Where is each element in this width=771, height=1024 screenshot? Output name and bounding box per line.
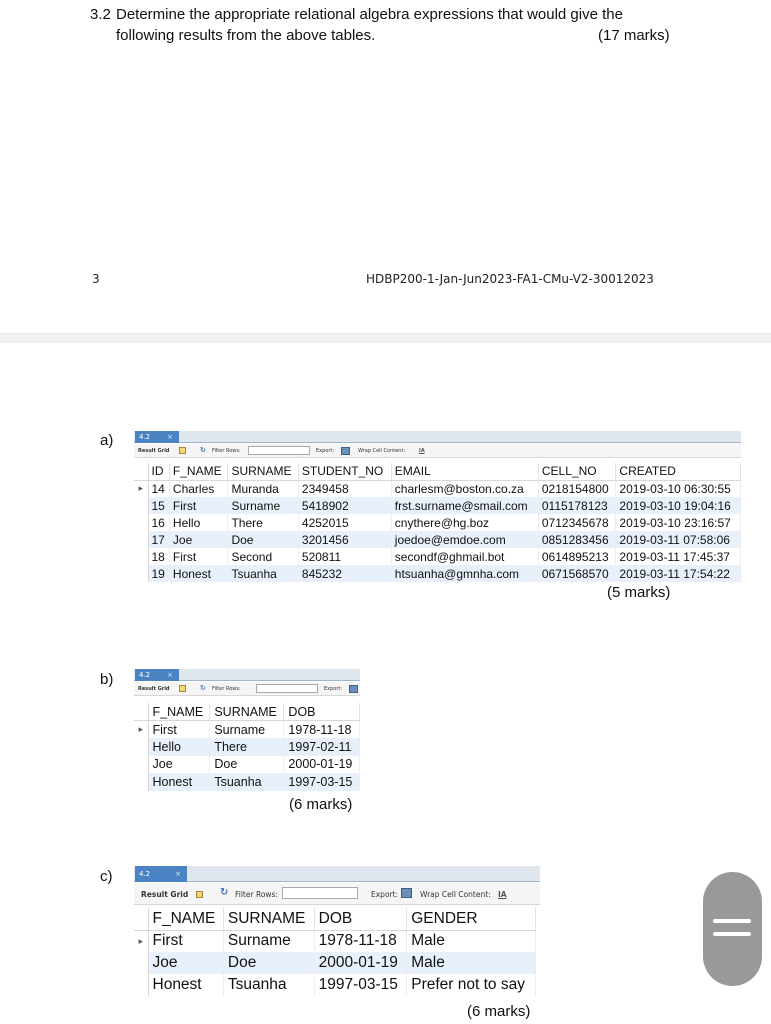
wrap-cell-icon[interactable]: IA — [498, 890, 507, 899]
table-cell[interactable]: 2000-01-19 — [314, 952, 407, 974]
table-cell[interactable]: 1978-11-18 — [314, 930, 407, 952]
row-selector[interactable] — [134, 738, 148, 756]
filter-rows-input[interactable] — [248, 446, 310, 455]
table-cell[interactable]: 2349458 — [298, 480, 391, 497]
export-icon[interactable] — [341, 447, 350, 455]
table-row[interactable] — [134, 738, 360, 756]
table-row[interactable] — [134, 930, 536, 952]
table-cell[interactable]: frst.surname@smail.com — [391, 497, 538, 514]
page-break — [0, 333, 771, 343]
table-row[interactable] — [134, 952, 536, 974]
table-cell[interactable]: 18 — [148, 548, 169, 565]
filter-rows-label: Filter Rows: — [235, 890, 278, 899]
part-c-label: c) — [100, 868, 113, 885]
row-selector[interactable] — [134, 531, 148, 548]
row-selector[interactable] — [134, 497, 148, 514]
export-label: Export: — [324, 686, 343, 692]
part-a-label: a) — [100, 432, 114, 449]
table-cell[interactable]: Tsuanha — [228, 565, 298, 582]
table-row[interactable] — [134, 480, 741, 497]
row-selector[interactable] — [134, 952, 148, 974]
table-cell[interactable]: 0712345678 — [538, 514, 616, 531]
table-cell[interactable]: 14 — [148, 480, 169, 497]
result-tab[interactable]: 4.2 × — [135, 866, 187, 882]
table-cell[interactable]: 2019-03-11 17:54:22 — [616, 565, 741, 582]
table-cell[interactable]: 2019-03-11 17:45:37 — [616, 548, 741, 565]
page-number: 3 — [92, 272, 100, 286]
column-header-id[interactable]: ID — [148, 463, 169, 480]
column-header-email[interactable]: EMAIL — [391, 463, 538, 480]
close-icon[interactable]: × — [167, 433, 173, 441]
table-cell[interactable]: Joe — [148, 952, 223, 974]
question-marks: (17 marks) — [598, 27, 670, 44]
row-selector[interactable] — [134, 548, 148, 565]
table-cell[interactable]: Charles — [169, 480, 228, 497]
export-icon[interactable] — [349, 685, 358, 693]
table-cell[interactable]: 16 — [148, 514, 169, 531]
column-header-student-no[interactable]: STUDENT_NO — [298, 463, 391, 480]
column-header-surname[interactable]: SURNAME — [210, 703, 284, 721]
export-label: Export: — [316, 448, 335, 454]
result-toolbar — [134, 883, 540, 905]
result-tabbar — [134, 866, 540, 882]
table-cell[interactable]: Surname — [223, 930, 314, 952]
table-cell[interactable]: cnythere@hg.boz — [391, 514, 538, 531]
part-b-label: b) — [100, 671, 114, 688]
table-cell[interactable]: 17 — [148, 531, 169, 548]
wrap-cell-icon[interactable]: IA — [419, 448, 425, 454]
table-cell[interactable]: 2000-01-19 — [284, 756, 360, 774]
table-cell[interactable]: 845232 — [298, 565, 391, 582]
table-cell[interactable]: htsuanha@gmnha.com — [391, 565, 538, 582]
floating-menu-button[interactable] — [703, 872, 762, 986]
table-cell[interactable]: 1997-02-11 — [284, 738, 360, 756]
result-grid-button[interactable]: Result Grid — [141, 890, 189, 899]
column-header-f-name[interactable]: F_NAME — [148, 908, 223, 930]
row-selector-header — [134, 908, 148, 930]
result-tab[interactable]: 4.2 × — [135, 431, 179, 443]
table-cell[interactable]: 2019-03-11 07:58:06 — [616, 531, 741, 548]
result-toolbar — [134, 682, 360, 696]
row-selector[interactable] — [134, 773, 148, 791]
table-cell[interactable]: 2019-03-10 23:16:57 — [616, 514, 741, 531]
table-cell[interactable]: charlesm@boston.co.za — [391, 480, 538, 497]
table-row[interactable] — [134, 756, 360, 774]
table-cell[interactable]: Honest — [148, 773, 210, 791]
table-cell[interactable]: Tsuanha — [223, 974, 314, 996]
column-header-f-name[interactable]: F_NAME — [148, 703, 210, 721]
question-text-line2: following results from the above tables. — [116, 27, 376, 44]
result-tabbar — [134, 431, 741, 443]
column-header-gender[interactable]: GENDER — [407, 908, 536, 930]
table-cell[interactable]: 2019-03-10 06:30:55 — [616, 480, 741, 497]
table-cell[interactable]: Honest — [148, 974, 223, 996]
table-cell[interactable]: Hello — [148, 738, 210, 756]
row-selector-header — [134, 463, 148, 480]
table-cell[interactable]: Doe — [223, 952, 314, 974]
current-row-marker[interactable]: ▸ — [134, 480, 148, 497]
table-cell[interactable]: Joe — [169, 531, 228, 548]
refresh-icon[interactable]: ↻ — [220, 887, 229, 898]
table-cell[interactable]: First — [169, 497, 228, 514]
export-label: Export: — [371, 890, 399, 899]
refresh-icon[interactable]: ↻ — [200, 446, 206, 454]
table-cell[interactable]: 0115178123 — [538, 497, 616, 514]
part-c-marks: (6 marks) — [467, 1003, 531, 1020]
table-cell[interactable]: 0851283456 — [538, 531, 616, 548]
table-cell[interactable]: 1978-11-18 — [284, 721, 360, 739]
column-header-surname[interactable]: SURNAME — [228, 463, 298, 480]
column-header-f-name[interactable]: F_NAME — [169, 463, 228, 480]
table-row[interactable] — [134, 497, 741, 514]
row-selector[interactable] — [134, 565, 148, 582]
table-cell[interactable]: 520811 — [298, 548, 391, 565]
result-table-b — [134, 703, 360, 791]
table-cell[interactable]: Prefer not to say — [407, 974, 536, 996]
table-cell[interactable]: Tsuanha — [210, 773, 284, 791]
table-cell[interactable]: Male — [407, 930, 536, 952]
question-text-line1: Determine the appropriate relational algebra expressions that would give the — [116, 6, 623, 23]
result-grid-button[interactable]: Result Grid — [138, 686, 170, 692]
result-toolbar — [134, 444, 741, 458]
table-cell[interactable]: Surname — [228, 497, 298, 514]
document-code: HDBP200-1-Jan-Jun2023-FA1-CMu-V2-30012023 — [366, 272, 654, 286]
table-cell[interactable]: Doe — [228, 531, 298, 548]
column-header-surname[interactable]: SURNAME — [223, 908, 314, 930]
table-cell[interactable]: 19 — [148, 565, 169, 582]
row-selector[interactable] — [134, 756, 148, 774]
table-cell[interactable]: 5418902 — [298, 497, 391, 514]
table-row[interactable] — [134, 548, 741, 565]
part-a-marks: (5 marks) — [607, 584, 671, 601]
table-cell[interactable]: Surname — [210, 721, 284, 739]
result-grid-button[interactable]: Result Grid — [138, 448, 170, 454]
filter-rows-label: Filter Rows: — [212, 448, 241, 454]
table-row[interactable] — [134, 531, 741, 548]
result-tabbar — [134, 669, 360, 681]
result-table-a — [134, 463, 741, 582]
column-header-dob[interactable]: DOB — [284, 703, 360, 721]
row-selector[interactable] — [134, 974, 148, 996]
wrap-cell-label: Wrap Cell Content: — [420, 890, 491, 899]
question-number: 3.2 — [90, 6, 111, 23]
close-icon[interactable]: × — [167, 671, 173, 679]
filter-rows-input[interactable] — [256, 684, 318, 693]
export-icon[interactable] — [401, 888, 412, 898]
table-cell[interactable]: First — [148, 721, 210, 739]
table-cell[interactable]: Second — [228, 548, 298, 565]
filter-rows-label: Filter Rows: — [212, 686, 241, 692]
table-row[interactable] — [134, 773, 360, 791]
table-cell[interactable]: joedoe@emdoe.com — [391, 531, 538, 548]
table-cell[interactable]: 1997-03-15 — [284, 773, 360, 791]
column-header-created[interactable]: CREATED — [616, 463, 741, 480]
grid-icon[interactable] — [179, 447, 186, 454]
part-b-marks: (6 marks) — [289, 796, 353, 813]
table-cell[interactable]: 0614895213 — [538, 548, 616, 565]
table-cell[interactable]: 15 — [148, 497, 169, 514]
table-cell[interactable]: Hello — [169, 514, 228, 531]
table-cell[interactable]: secondf@ghmail.bot — [391, 548, 538, 565]
table-cell[interactable]: Joe — [148, 756, 210, 774]
table-cell[interactable]: 4252015 — [298, 514, 391, 531]
table-cell[interactable]: First — [148, 930, 223, 952]
current-row-marker[interactable]: ▸ — [134, 930, 148, 952]
table-cell[interactable]: There — [228, 514, 298, 531]
table-row[interactable] — [134, 514, 741, 531]
filter-rows-input[interactable] — [282, 887, 358, 899]
table-cell[interactable]: 2019-03-10 19:04:16 — [616, 497, 741, 514]
table-cell[interactable]: Honest — [169, 565, 228, 582]
table-row[interactable] — [134, 974, 536, 996]
row-selector-header — [134, 703, 148, 721]
table-row[interactable] — [134, 565, 741, 582]
table-cell[interactable]: First — [169, 548, 228, 565]
table-cell[interactable]: 1997-03-15 — [314, 974, 407, 996]
table-cell[interactable]: Doe — [210, 756, 284, 774]
table-cell[interactable]: 0671568570 — [538, 565, 616, 582]
wrap-cell-label: Wrap Cell Content: — [358, 448, 406, 454]
table-cell[interactable]: Male — [407, 952, 536, 974]
grid-icon[interactable] — [196, 889, 203, 898]
table-cell[interactable]: 3201456 — [298, 531, 391, 548]
result-tab[interactable]: 4.2 × — [135, 669, 179, 681]
header-row — [134, 908, 536, 930]
row-selector[interactable] — [134, 514, 148, 531]
table-cell[interactable]: Muranda — [228, 480, 298, 497]
header-row — [134, 703, 360, 721]
refresh-icon[interactable]: ↻ — [200, 684, 206, 692]
column-header-cell-no[interactable]: CELL_NO — [538, 463, 616, 480]
table-row[interactable] — [134, 721, 360, 739]
current-row-marker[interactable]: ▸ — [134, 721, 148, 739]
grid-icon[interactable] — [179, 685, 186, 692]
header-row — [134, 463, 741, 480]
table-cell[interactable]: 0218154800 — [538, 480, 616, 497]
close-icon[interactable]: × — [175, 870, 181, 878]
column-header-dob[interactable]: DOB — [314, 908, 407, 930]
menu-icon — [713, 919, 751, 939]
table-cell[interactable]: There — [210, 738, 284, 756]
result-table-c — [134, 908, 536, 996]
